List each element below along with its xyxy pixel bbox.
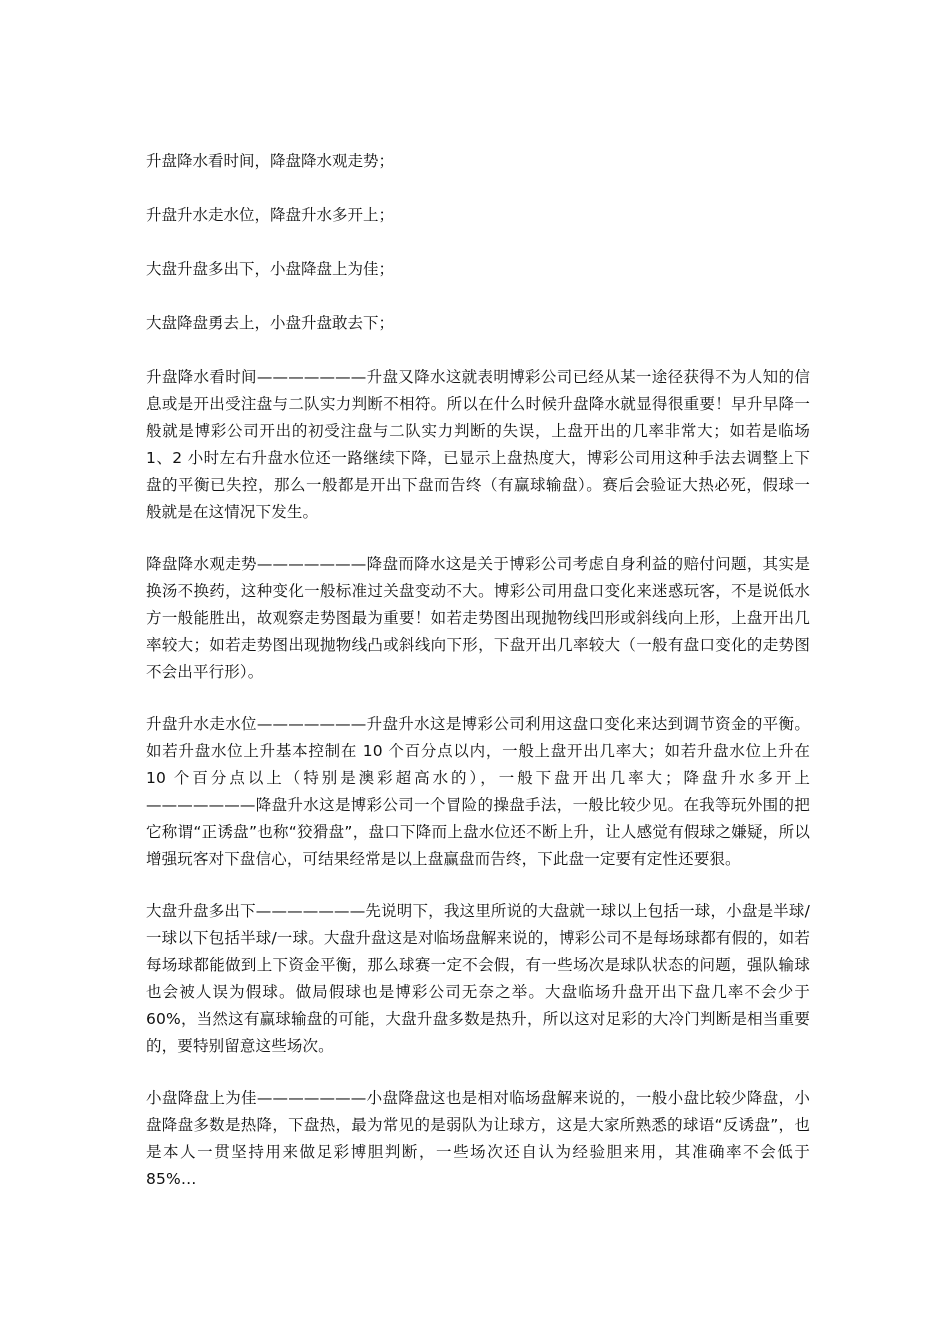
document-body (146, 148, 810, 1218)
verse-line-2: 升盘升水走水位，降盘升水多开上； (146, 206, 395, 224)
paragraph-rising-line-rising-odds: 升盘升水走水位———————升盘升水这是博彩公司利用这盘口变化来达到调节资金的平衡。如若升盘水位上升基本控制在 10 个百分点以内，一般上盘开出几率大；如若升盘水位上升在 10 个百分点以上（特别是澳彩超高水的），一般下盘开出几率大；降盘升水多开上———————降盘升水这是博彩公司一个冒险的操盘手法，一般比较少见。在我等玩外围的把它称谓“正诱盘”也称“狡猾盘”，盘口下降而上盘水位还不断上升，让人感觉有假球之嫌疑，所以增强玩客对下盘信心，可结果经常是以上盘赢盘而告终，下此盘一定要有定性还要狠。 (146, 715, 810, 868)
paragraph-falling-line-falling-odds: 降盘降水观走势———————降盘而降水这是关于博彩公司考虑自身利益的赔付问题，其实是换汤不换药，这种变化一般标准过关盘变动不大。博彩公司用盘口变化来迷惑玩客，不是说低水方一般能胜出，故观察走势图最为重要！如若走势图出现抛物线凹形或斜线向上形，上盘开出几率较大；如若走势图出现抛物线凸或斜线向下形，下盘开出几率较大（一般有盘口变化的走势图不会出平行形）。 (146, 555, 810, 681)
verse-line-1: 升盘降水看时间，降盘降水观走势； (146, 152, 395, 170)
paragraph-rising-line-falling-odds: 升盘降水看时间———————升盘又降水这就表明博彩公司已经从某一途径获得不为人知的信息或是开出受注盘与二队实力判断不相符。所以在什么时候升盘降水就显得很重要！早升早降一般就是博彩公司开出的初受注盘与二队实力判断的失误，上盘开出的几率非常大；如若是临场 1、2 小时左右升盘水位还一路继续下降，已显示上盘热度大，博彩公司用这种手法去调整上下盘的平衡已失控，那么一般都是开出下盘而告终（有赢球输盘）。赛后会验证大热必死，假球一般就是在这情况下发生。 (146, 368, 810, 521)
paragraph-big-line-rising: 大盘升盘多出下———————先说明下，我这里所说的大盘就一球以上包括一球，小盘是半球/一球以下包括半球/一球。大盘升盘这是对临场盘解来说的，博彩公司不是每场球都有假的，如若每场球都能做到上下资金平衡，那么球赛一定不会假，有一些场次是球队状态的问题，强队输球也会被人误为假球。做局假球也是博彩公司无奈之举。大盘临场升盘开出下盘几率不会少于 60%，当然这有赢球输盘的可能，大盘升盘多数是热升，所以这对足彩的大冷门判断是相当重要的，要特别留意这些场次。 (146, 902, 810, 1055)
verse-line-4: 大盘降盘勇去上，小盘升盘敢去下； (146, 314, 395, 332)
paragraph-small-line-falling: 小盘降盘上为佳———————小盘降盘这也是相对临场盘解来说的，一般小盘比较少降盘，小盘降盘多数是热降，下盘热，最为常见的是弱队为让球方，这是大家所熟悉的球语“反诱盘”，也是本人一贯坚持用来做足彩博胆判断，一些场次还自认为经验胆来用，其准确率不会低于 85%… (146, 1089, 810, 1188)
verse-line-3: 大盘升盘多出下，小盘降盘上为佳； (146, 260, 395, 278)
